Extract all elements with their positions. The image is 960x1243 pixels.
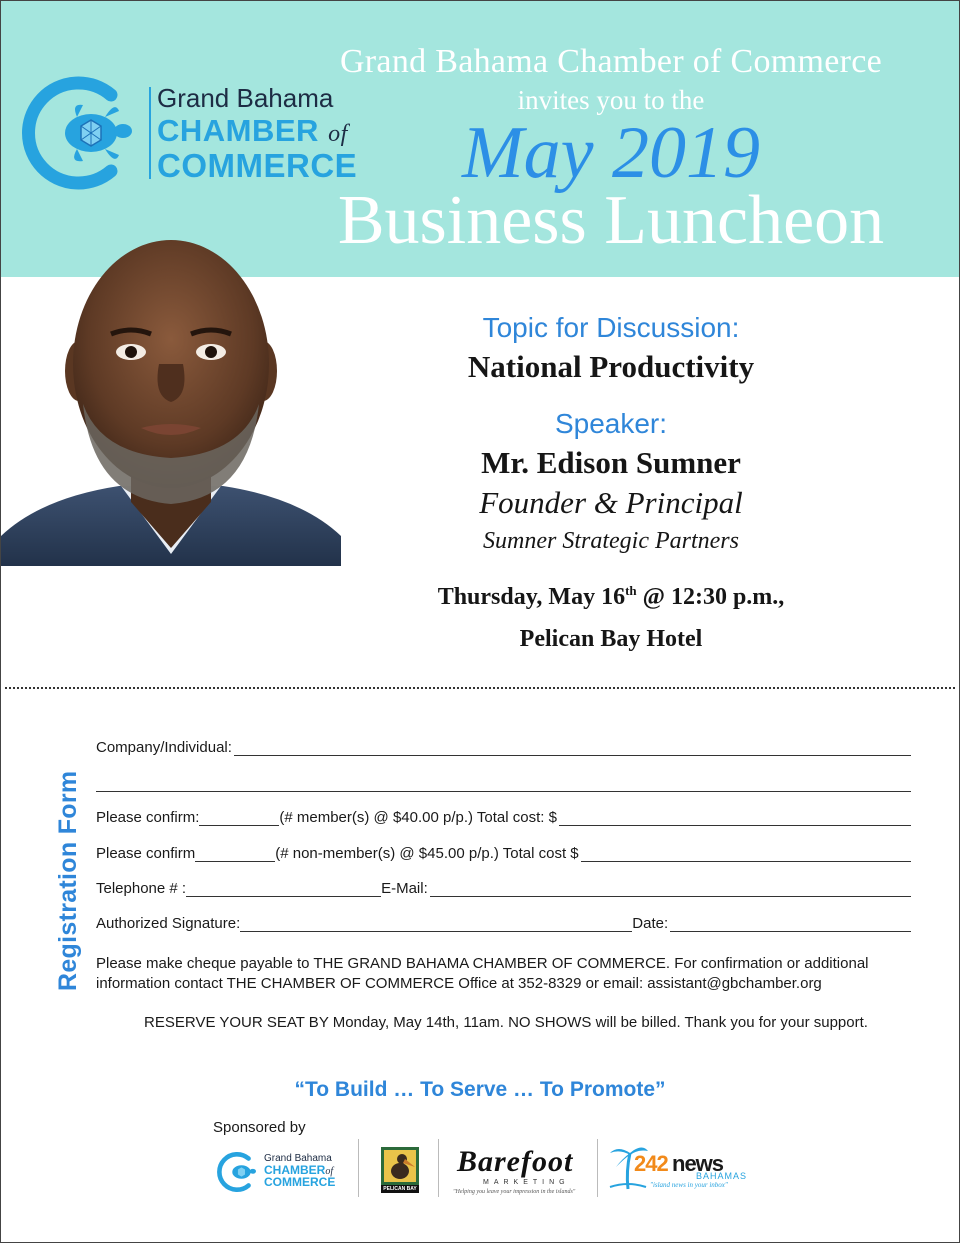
news-tagline: "island news in your inbox"	[650, 1181, 728, 1189]
speaker-company: Sumner Strategic Partners	[483, 528, 739, 554]
turtle-emblem-icon	[216, 1149, 262, 1195]
sponsor-chamber-logo	[216, 1141, 351, 1201]
signature-label: Authorized Signature:	[96, 915, 241, 932]
logo-line-3: COMMERCE	[157, 147, 358, 184]
sponsor-chamber-line-3: COMMERCE	[264, 1175, 336, 1189]
cut-line	[5, 687, 955, 689]
payment-note: Please make cheque payable to THE GRAND BAHAMA CHAMBER OF COMMERCE. For confirmation or additional information contact THE CHAMBER OF COMMERCE Office at 352-8329 or email: assistant@gbchamber.org	[96, 955, 869, 992]
barefoot-wordmark: Barefoot	[457, 1145, 574, 1178]
event-time: @ 12:30 p.m.,	[636, 584, 785, 610]
event-date-suffix: th	[625, 583, 637, 598]
chamber-motto: “To Build … To Serve … To Promote”	[294, 1078, 666, 1101]
member-total-field[interactable]	[559, 811, 911, 826]
sponsor-barefoot-logo	[451, 1141, 586, 1201]
sponsor-chamber-of: of	[325, 1166, 334, 1177]
speaker-name: Mr. Edison Sumner	[481, 445, 741, 480]
signature-field[interactable]	[240, 917, 632, 932]
invite-line: invites you to the	[517, 85, 705, 115]
nonmember-confirm-label: Please confirm	[96, 845, 196, 862]
sponsor-divider	[438, 1139, 439, 1197]
sponsor-divider	[358, 1139, 359, 1197]
news-word: news	[672, 1151, 724, 1176]
member-confirm-label: Please confirm:	[96, 809, 200, 826]
company-continuation-row	[96, 777, 911, 792]
nonmember-count-field[interactable]	[195, 847, 275, 862]
pelican-bay-label: PELICAN BAY	[383, 1186, 417, 1192]
nonmember-row	[96, 845, 911, 862]
date-label: Date:	[632, 915, 669, 932]
event-month-title: May 2019	[462, 112, 760, 194]
event-title: Business Luncheon	[337, 182, 885, 259]
registration-form-label: Registration Form	[54, 770, 82, 991]
turtle-emblem-icon	[19, 73, 149, 193]
speaker-portrait	[1, 236, 341, 566]
reservation-note: RESERVE YOUR SEAT BY Monday, May 14th, 11am. NO SHOWS will be billed. Thank you for your support.	[144, 1014, 868, 1031]
company-label: Company/Individual:	[96, 739, 232, 756]
sponsor-chamber-word: CHAMBER	[264, 1163, 326, 1177]
member-row	[96, 809, 911, 826]
topic-value: National Productivity	[467, 349, 755, 384]
logo-chamber-word: CHAMBER	[157, 113, 319, 148]
logo-of-word: of	[328, 121, 348, 147]
company-row	[96, 739, 911, 756]
organizer-line: Grand Bahama Chamber of Commerce	[339, 43, 883, 80]
topic-label: Topic for Discussion:	[482, 312, 740, 343]
event-date	[341, 571, 881, 617]
barefoot-tagline: "Helping you leave your impression in the islands"	[453, 1189, 576, 1195]
company-field[interactable]	[234, 741, 911, 756]
news-region: BAHAMAS	[696, 1171, 748, 1181]
telephone-label: Telephone # :	[96, 880, 187, 897]
speaker-label: Speaker:	[554, 408, 668, 439]
telephone-field[interactable]	[186, 882, 381, 897]
contact-row	[96, 880, 911, 897]
date-field[interactable]	[670, 917, 911, 932]
news-number: 242	[634, 1151, 668, 1176]
sponsor-242news-logo	[608, 1141, 748, 1201]
member-cost-label: (# member(s) @ $40.00 p/p.) Total cost: $	[279, 809, 557, 826]
sponsor-divider	[597, 1139, 598, 1197]
event-venue: Pelican Bay Hotel	[519, 626, 703, 652]
logo-divider	[149, 87, 151, 179]
barefoot-subtitle: MARKETING	[483, 1179, 570, 1186]
company-field-line-2[interactable]	[96, 777, 911, 792]
sponsor-chamber-line-1: Grand Bahama	[264, 1153, 332, 1164]
nonmember-cost-label: (# non-member(s) @ $45.00 p/p.) Total cost $	[275, 845, 579, 862]
email-field[interactable]	[430, 882, 911, 897]
signature-row	[96, 915, 911, 932]
member-count-field[interactable]	[199, 811, 279, 826]
logo-line-2	[157, 113, 348, 149]
chamber-logo	[19, 73, 359, 193]
logo-line-1: Grand Bahama	[157, 83, 334, 113]
nonmember-total-field[interactable]	[581, 847, 911, 862]
event-date-main: Thursday, May 16	[437, 584, 626, 610]
event-info	[341, 309, 881, 661]
sponsor-pelican-bay-logo	[373, 1141, 427, 1201]
pelican-icon	[373, 1141, 427, 1201]
speaker-role: Founder & Principal	[479, 485, 743, 520]
sponsored-by-label: Sponsored by	[213, 1119, 306, 1136]
email-label: E-Mail:	[381, 880, 428, 897]
